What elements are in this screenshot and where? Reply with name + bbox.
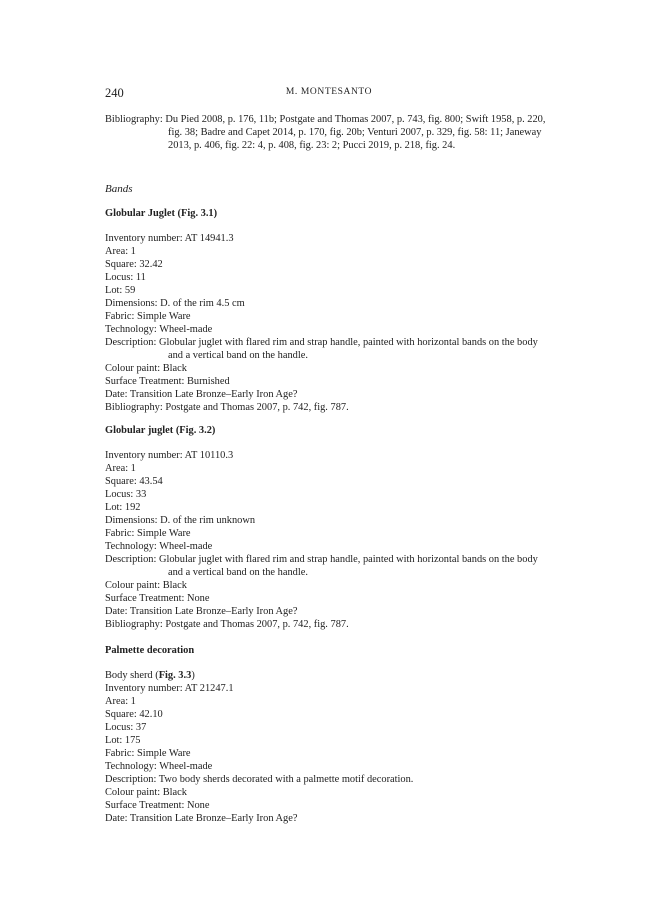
entry-line: Bibliography: Postgate and Thomas 2007, p. 742, fig. 787. bbox=[105, 402, 349, 413]
entry-line: Technology: Wheel-made bbox=[105, 541, 213, 552]
entry-2 bbox=[105, 449, 553, 631]
entry-line: Bibliography: Postgate and Thomas 2007, p. 742, fig. 787. bbox=[105, 619, 349, 630]
entry-line: Lot: 192 bbox=[105, 502, 141, 513]
entry-line: Date: Transition Late Bronze–Early Iron Age? bbox=[105, 606, 298, 617]
page-header bbox=[105, 86, 553, 102]
entry-line: Area: 1 bbox=[105, 463, 136, 474]
entry-line: Dimensions: D. of the rim unknown bbox=[105, 515, 256, 526]
entry-line: Locus: 11 bbox=[105, 272, 146, 283]
section-title: Bands bbox=[105, 183, 133, 195]
entry-line: Locus: 33 bbox=[105, 489, 147, 500]
entry-line: Colour paint: Black bbox=[105, 580, 187, 591]
bibliography-label: Bibliography: bbox=[105, 114, 163, 125]
entry-title: Globular Juglet (Fig. 3.1) bbox=[105, 208, 218, 219]
bibliography-text: Du Pied 2008, p. 176, 11b; Postgate and Thomas 2007, p. 743, fig. 800; Swift 1958, p. 220, fig. 38; Badre and Capet 2014, p. 170, fig. 20b; Venturi 2007, p. 329, fig. 58: 11; Janeway 2013, p. 406, fig. 22: 4, p. 408, fig. 23: 2; Pucci 2019, p. 218, fig. 24. bbox=[165, 114, 546, 151]
entry-line: Area: 1 bbox=[105, 696, 136, 707]
figure-ref: Fig. 3.3 bbox=[158, 670, 192, 681]
entry-line: Colour paint: Black bbox=[105, 787, 187, 798]
entry-line: Inventory number: AT 14941.3 bbox=[105, 233, 234, 244]
entry-line: Locus: 37 bbox=[105, 722, 147, 733]
entry-line: Dimensions: D. of the rim 4.5 cm bbox=[105, 298, 245, 309]
entry-line: Date: Transition Late Bronze–Early Iron Age? bbox=[105, 389, 298, 400]
entry-line: Surface Treatment: Burnished bbox=[105, 376, 230, 387]
entry-line: Surface Treatment: None bbox=[105, 800, 210, 811]
running-head: M. MONTESANTO bbox=[285, 87, 373, 97]
entry-line: Inventory number: AT 10110.3 bbox=[105, 450, 234, 461]
entry-line: Lot: 175 bbox=[105, 735, 141, 746]
entry-description: Description: Globular juglet with flared rim and strap handle, painted with horizontal bands on the body and a vertical band on the handle. bbox=[105, 554, 538, 578]
entry-description: Description: Globular juglet with flared rim and strap handle, painted with horizontal bands on the body and a vertical band on the handle. bbox=[105, 337, 538, 361]
entry-line: Technology: Wheel-made bbox=[105, 761, 213, 772]
entry-line: Description: Two body sherds decorated with a palmette motif decoration. bbox=[105, 774, 414, 785]
entry-line: Surface Treatment: None bbox=[105, 593, 210, 604]
entry-line: Fabric: Simple Ware bbox=[105, 311, 191, 322]
bibliography-block bbox=[105, 113, 553, 152]
page-content bbox=[105, 113, 553, 825]
entry-line: Date: Transition Late Bronze–Early Iron Age? bbox=[105, 813, 298, 824]
entry-line: Lot: 59 bbox=[105, 285, 136, 296]
entry-line: Square: 42.10 bbox=[105, 709, 163, 720]
entry-line: Fabric: Simple Ware bbox=[105, 748, 191, 759]
entry-title: Globular juglet (Fig. 3.2) bbox=[105, 425, 216, 436]
entry-3 bbox=[105, 669, 553, 825]
first-line-prefix: Body sherd ( bbox=[105, 670, 159, 681]
entry-line: Colour paint: Black bbox=[105, 363, 187, 374]
entry-line: Fabric: Simple Ware bbox=[105, 528, 191, 539]
entry-line: Area: 1 bbox=[105, 246, 136, 257]
entry-line: Inventory number: AT 21247.1 bbox=[105, 683, 234, 694]
entry-first-line bbox=[105, 669, 553, 682]
entry-1 bbox=[105, 232, 553, 414]
first-line-suffix: ) bbox=[191, 670, 195, 681]
entry-line: Technology: Wheel-made bbox=[105, 324, 213, 335]
entry-line: Square: 43.54 bbox=[105, 476, 163, 487]
entry-subtitle: Palmette decoration bbox=[105, 645, 195, 656]
page-number: 240 bbox=[105, 86, 124, 100]
entry-line: Square: 32.42 bbox=[105, 259, 163, 270]
